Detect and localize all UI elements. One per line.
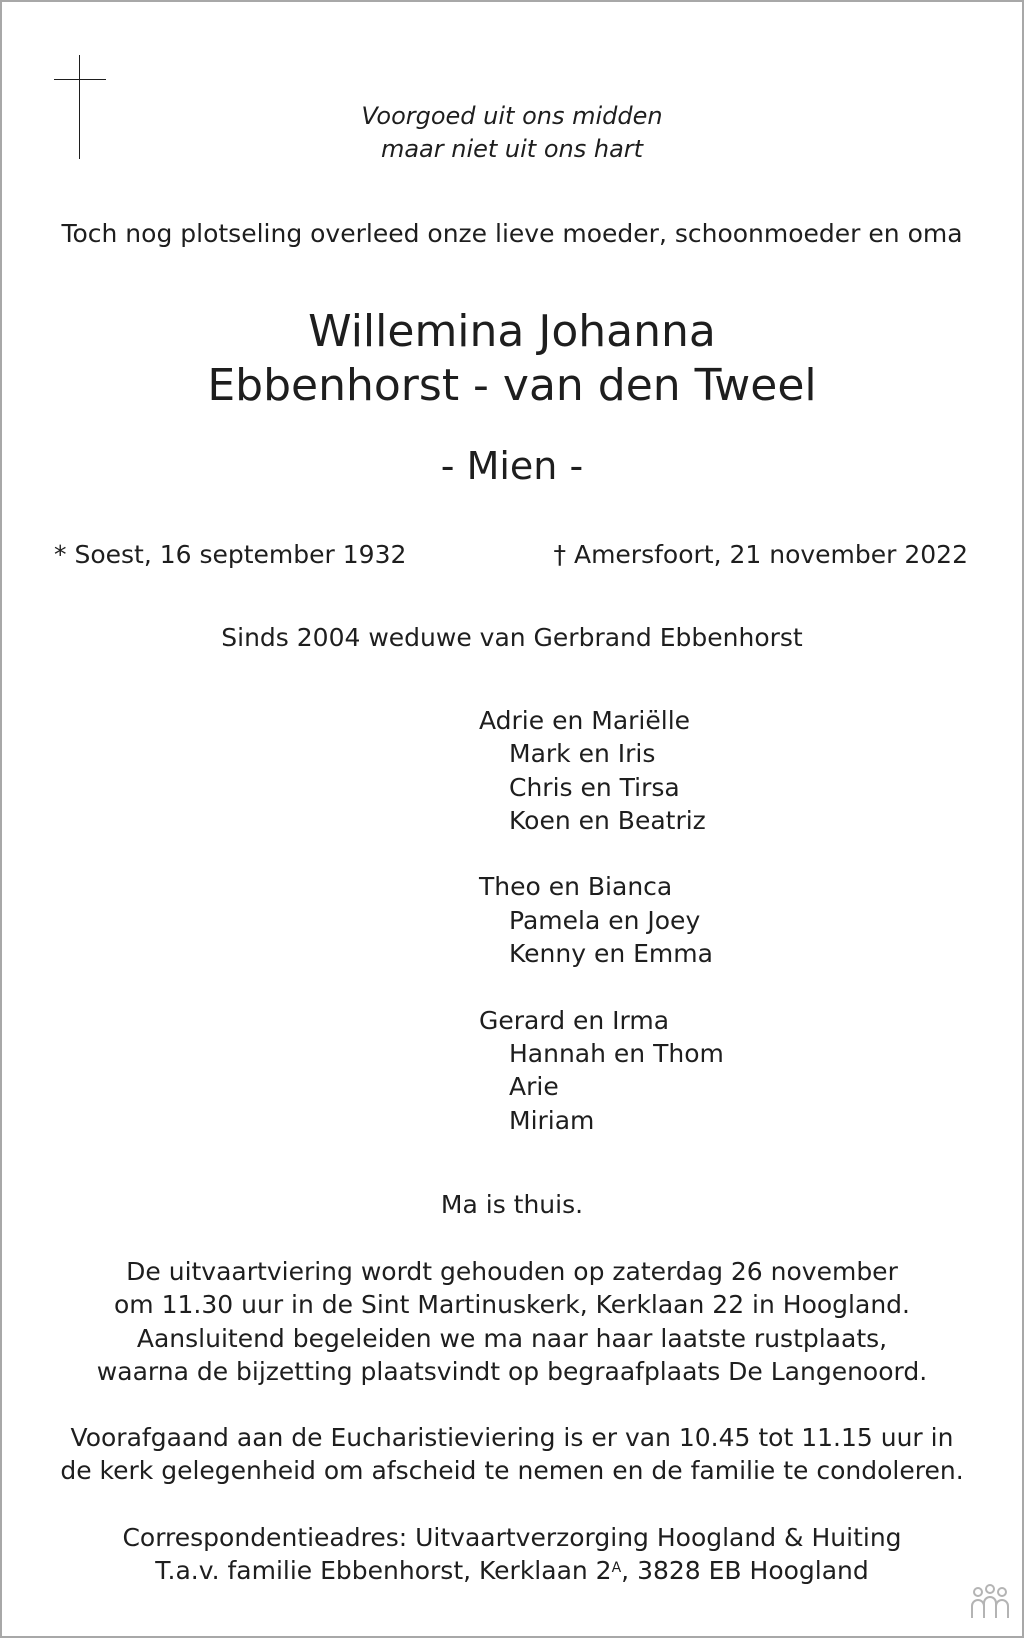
family-parents: Adrie en Mariëlle — [479, 706, 691, 735]
family-list — [479, 704, 724, 1170]
funeral-info — [0, 1255, 1024, 1388]
widow-text: Sinds 2004 weduwe van Gerbrand Ebbenhorst — [221, 623, 803, 652]
family-group — [479, 870, 724, 970]
correspondence-address — [0, 1521, 1024, 1588]
quote — [0, 100, 1024, 166]
family-parents: Gerard en Irma — [479, 1005, 670, 1035]
quote-line: maar niet uit ons hart — [380, 135, 644, 163]
family-group — [479, 1004, 724, 1137]
death-date: † Amersfoort, 21 november 2022 — [553, 540, 968, 569]
family-child: Kenny en Emma — [509, 939, 713, 969]
name-line-1: Willemina Johanna — [308, 306, 716, 357]
nickname: - Mien - — [440, 444, 584, 488]
address-postcode: , 3828 EB Hoogland — [621, 1556, 869, 1586]
funeral-line: De uitvaartviering wordt gehouden op zaterdag 26 november — [126, 1257, 898, 1286]
family-child: Mark en Iris — [509, 739, 656, 769]
funeral-line: waarna de bijzetting plaatsvindt op begraafplaats De Langenoord. — [96, 1356, 928, 1386]
farewell-info — [0, 1421, 1024, 1488]
farewell-line: Voorafgaand aan de Eucharistieviering is er van 10.45 tot 11.15 uur in — [70, 1423, 954, 1452]
family-child: Chris en Tirsa — [509, 772, 680, 802]
family-child: Hannah en Thom — [509, 1038, 724, 1068]
family-child: Miriam — [509, 1105, 595, 1135]
deceased-name — [0, 305, 1024, 413]
people-group-icon — [968, 1584, 1012, 1620]
family-child: Arie — [509, 1072, 559, 1102]
family-group — [479, 704, 724, 837]
funeral-line: om 11.30 uur in de Sint Martinuskerk, Kerklaan 22 in Hoogland. — [114, 1290, 910, 1320]
funeral-line: Aansluitend begeleiden we ma naar haar laatste rustplaats, — [136, 1323, 888, 1353]
farewell-line: de kerk gelegenheid om afscheid te nemen en de familie te condoleren. — [60, 1456, 964, 1486]
address-text: T.a.v. familie Ebbenhorst, Kerklaan 2 — [155, 1556, 612, 1586]
correspondence-line-2 — [0, 1554, 1024, 1587]
family-parents: Theo en Bianca — [479, 872, 673, 902]
family-child: Koen en Beatriz — [509, 805, 706, 835]
family-child: Pamela en Joey — [509, 905, 701, 935]
correspondence-line-1: Correspondentieadres: Uitvaartverzorging Hoogland & Huiting — [122, 1523, 902, 1552]
home-notice: Ma is thuis. — [440, 1190, 584, 1219]
birth-date: * Soest, 16 september 1932 — [54, 540, 407, 569]
quote-line: Voorgoed uit ons midden — [361, 102, 663, 130]
intro-text: Toch nog plotseling overleed onze lieve moeder, schoonmoeder en oma — [61, 219, 963, 248]
address-suffix: A — [611, 1560, 622, 1577]
name-line-2: Ebbenhorst - van den Tweel — [207, 360, 817, 411]
